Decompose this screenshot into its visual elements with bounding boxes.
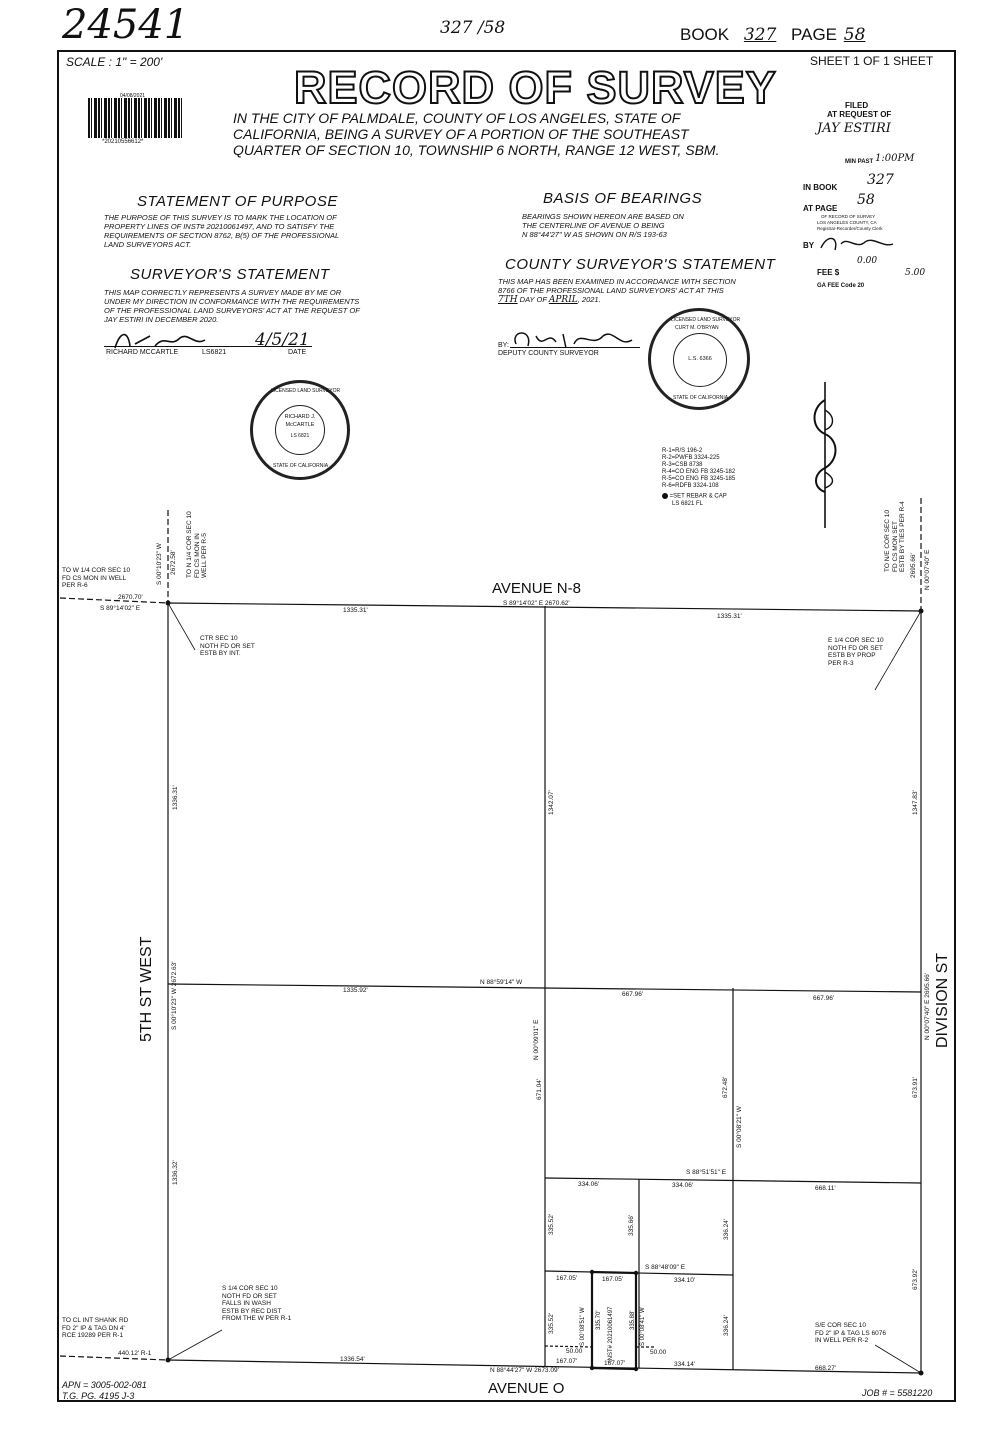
year-text: , 2021. [577,295,601,304]
footer-apn [62,1380,147,1402]
dimension-label: 334.06' [672,1182,694,1189]
registrar-label: Registrar-Recorder/County Clerk [817,226,883,231]
text-line: BEARINGS SHOWN HEREON ARE BASED ON [522,212,684,221]
location-line: IN THE CITY OF PALMDALE, COUNTY OF LOS ANGELES, STATE OF [233,110,681,126]
road-name-north: AVENUE N-8 [492,580,581,597]
dimension-label: 335.88' [630,1310,636,1330]
road-name-west: 5TH ST WEST [138,936,155,1042]
month-value: APRIL [548,295,578,305]
dimension-label: 334.10' [674,1277,696,1284]
dimension-label: 335.70' [596,1310,602,1330]
bearing-label: N 00°07'40" E [924,549,931,590]
fee-value: 0.00 [857,256,878,266]
dimension-label: 668.27' [815,1365,837,1372]
dimension-label: 2670.70' [118,594,143,601]
dimension-label: 167.05' [602,1276,624,1283]
note-line: ESTB BY PROP [828,652,876,659]
bearing-label: N 88°44'27" W 2673.09' [490,1367,559,1374]
bearing-label: S 88°51'51" E [686,1169,727,1176]
bearing-label: S 00°10'23" W [156,543,163,585]
text-line: PROPERTY LINES OF INST# 20210061497, AND TO SATISFY THE [104,222,335,231]
dimension-label: 50.00 [650,1349,667,1356]
note-line: TO N 1/4 COR SEC 10 [186,511,193,578]
note-line: TO N/E COR SEC 10 [884,509,891,572]
dimension-label: 1336.31' [172,785,179,810]
in-book-value: 327 [867,172,894,188]
note-west-quarter [62,567,130,590]
location-line: QUARTER OF SECTION 10, TOWNSHIP 6 NORTH, RANGE 12 WEST, SBM. [233,142,720,158]
road-name-south: AVENUE O [488,1380,565,1397]
seal-license: LS 6821 [290,433,310,439]
bearing-label: N 88°59'14" W [480,979,523,986]
reference-item: R-3=CSB 8738 [662,462,703,468]
ga-fee-value: 5.00 [905,268,926,278]
legend-text: =SET REBAR & CAP [669,493,727,500]
reference-item: R-6=RDFB 3324-108 [662,483,719,489]
note-line: S 1/4 COR SEC 10 [222,1285,278,1292]
bearing-label: S 89°14'02" E [100,605,141,612]
seal-name: McCARTLE [285,421,315,428]
bearing-label: N 00°09'01" E [533,1019,540,1060]
dimension-label: 667.96' [622,991,644,998]
note-line: FD 2" IP & TAG LS 6076 [815,1329,886,1337]
dimension-label: 668.11' [815,1185,836,1192]
bearing-label: S 88°48'09" E [645,1264,686,1271]
text-line: THIS MAP CORRECTLY REPRESENTS A SURVEY MADE BY ME OR [104,288,342,297]
note-line: FD 2" IP & TAG DN 4' [62,1324,125,1332]
dimension-label: 1347.83' [912,790,919,815]
note-line: NOTH FD OR SET [222,1292,277,1300]
seal-name: CURT M. O'BRYAN [675,325,719,331]
book-label: BOOK [680,25,730,44]
book-value: 327 [743,25,777,45]
note-line: NOTH FD OR SET [200,642,255,650]
dimension-label: 335.52' [548,1312,555,1334]
county-title: DEPUTY COUNTY SURVEYOR [498,350,599,357]
note-line: FD CS MON IN [193,533,201,578]
requester-name: JAY ESTIRI [817,121,891,136]
page-label: PAGE [791,25,838,44]
min-past-label: MIN PAST [845,159,874,165]
filing-time: 1:00PM [875,153,915,164]
handwritten-map-number: 24541 [62,2,190,48]
county-heading: COUNTY SURVEYOR'S STATEMENT [505,256,776,273]
dimension-label: 673.91' [912,1076,919,1098]
note-north-quarter [186,511,209,578]
dimension-label: 334.14' [674,1361,696,1368]
seal-name: RICHARD J. [284,414,316,420]
note-line: ESTB BY INT. [200,650,241,657]
note-line: WELL PER R-5 [201,533,208,578]
barcode-number: *20210556612* [102,139,144,145]
location-line: CALIFORNIA, BEING A SURVEY OF A PORTION OF THE SOUTHEAST [233,126,689,142]
surveyor-license: LS6821 [202,349,227,356]
seal-bottom-text: STATE OF CALIFORNIA [273,463,329,469]
dimension-label: 50.00 [566,1348,583,1355]
bearing-label: N 00°07'40" E 2695.66' [924,972,931,1040]
note-line: RCE 19289 PER R-1 [62,1332,124,1339]
day-value: 7TH [498,295,518,305]
note-line: S/E COR SEC 10 [815,1322,866,1329]
seal-top-text: LICENSED LAND SURVEYOR [271,388,341,394]
seal-top-text: LICENSED LAND SURVEYOR [671,317,741,323]
dimension-label: 167.07' [604,1360,626,1367]
text-line: 8766 OF THE PROFESSIONAL LAND SURVEYORS' ACT AT THIS [498,286,724,295]
dimension-label: 335.66' [628,1214,635,1236]
legend-text: LS 6821 FL [672,500,704,507]
filed-label: FILED [845,101,869,110]
reference-item: R-1=R/S 196-2 [662,448,703,454]
note-east-quarter [828,637,884,667]
note-line: ESTB BY REC DIST [222,1307,282,1315]
dimension-label: 440.12' R-1 [118,1350,152,1357]
bearings-heading: BASIS OF BEARINGS [543,190,703,207]
date-label: DATE [288,349,307,356]
bearing-label: S 00°08'51" W [580,1307,586,1346]
by-label: BY [803,241,815,250]
dimension-label: 1335.31' [717,613,742,620]
apn-text: APN = 3005-002-081 [62,1380,147,1390]
seal-license: L.S. 6366 [688,356,712,362]
request-label: AT REQUEST OF [827,110,892,119]
bearing-label: S 00°10'23" W 2672.63' [171,961,178,1030]
scale-label: SCALE : 1" = 200' [66,55,163,69]
bearing-label: S 00°08'21" W [736,1106,743,1148]
text-line: UNDER MY DIRECTION IN CONFORMANCE WITH THE REQUIREMENTS [104,297,360,306]
surveyor-heading: SURVEYOR'S STATEMENT [130,266,330,283]
seal-bottom-text: STATE OF CALIFORNIA [673,395,729,401]
note-se-corner [815,1322,886,1345]
dimension-label: 1336.32' [172,1160,179,1185]
dimension-label: 1335.92' [343,987,368,994]
note-cl-intersection [62,1317,128,1340]
dimension-label: 167.05' [556,1275,578,1282]
note-line: IN WELL PER R-2 [815,1337,869,1344]
of-record-label: OF RECORD OF SURVEY [821,214,876,219]
note-south-quarter [222,1285,291,1323]
at-page-value: 58 [857,192,875,208]
at-page-label: AT PAGE [803,204,838,213]
note-line: PER R-6 [62,582,88,589]
surveyor-name: RICHARD MCCARTLE [106,349,179,356]
note-line: FALLS IN WASH [222,1300,271,1307]
text-line: JAY ESTIRI IN DECEMBER 2020. [104,315,219,324]
note-ne-corner [884,501,907,572]
dimension-label: 2695.66' [910,553,917,578]
dimension-label: 667.96' [813,995,835,1002]
note-line: FROM THE W PER R-1 [222,1315,292,1322]
thomas-guide-text: T.G. PG. 4195 J-3 [62,1391,135,1401]
text-line: OF THE PROFESSIONAL LAND SURVEYORS' ACT AT THE REQUEST OF [104,306,360,315]
text-line: N 88°44'27" W AS SHOWN ON R/S 193-63 [522,230,667,239]
text-line: THE PURPOSE OF THIS SURVEY IS TO MARK THE LOCATION OF [104,213,337,222]
dimension-label: 2672.58' [170,550,177,575]
barcode-date: 04/08/2021 [120,93,146,99]
note-line: PER R-3 [828,659,854,667]
reference-item: R-2=PWFB 3324-225 [662,455,720,461]
job-number: JOB # = 5581220 [862,1388,933,1398]
purpose-heading: STATEMENT OF PURPOSE [137,193,338,210]
dimension-label: 671.04' [536,1078,543,1100]
note-line: ESTB BY TIES PER R-4 [899,501,906,572]
instrument-number: INST# 20210061497 [608,1306,614,1362]
signature-date: 4/5/21 [255,330,310,350]
in-book-label: IN BOOK [803,183,838,192]
dimension-label: 336.24' [723,1218,730,1240]
note-line: E 1/4 COR SEC 10 [828,637,884,644]
dimension-label: 1336.54' [340,1356,365,1363]
dimension-label: 1335.31' [343,607,368,614]
note-center [200,635,255,658]
county-by-label: BY: [498,342,509,349]
note-line: TO W 1/4 COR SEC 10 [62,567,131,574]
bearing-label: S 89°14'02" E 2670.62' [503,600,570,607]
bearing-label: S 00°08'41" W [640,1307,646,1346]
reference-item: R-5=CO ENG FB 3245-185 [662,476,736,482]
road-name-east: DIVISION ST [934,952,951,1048]
note-line: FD CS MON SET [891,521,899,572]
county-label: LOS ANGELES COUNTY, CA [817,220,877,225]
dimension-label: 335.52' [548,1213,555,1235]
fee-label: FEE $ [817,268,840,277]
text-line: THIS MAP HAS BEEN EXAMINED IN ACCORDANCE WITH SECTION [498,277,736,286]
page-title: RECORD OF SURVEY [294,62,777,113]
reference-item: R-4=CO ENG FB 3245-182 [662,469,736,475]
handwritten-reference: 327 /58 [440,18,506,38]
dimension-label: 1342.07' [548,790,555,815]
sheet-info: SHEET 1 OF 1 SHEET [810,54,934,68]
note-line: TO CL INT SHANK RD [62,1317,129,1324]
note-line: CTR SEC 10 [200,635,238,642]
dimension-label: 167.07' [556,1358,578,1365]
note-line: FD CS MON IN WELL [62,574,127,582]
text-line: THE CENTERLINE OF AVENUE O BEING [522,221,665,230]
dimension-label: 336.24' [723,1314,730,1336]
page-value: 58 [843,25,866,45]
dimension-label: 334.06' [578,1181,600,1188]
text-line: LAND SURVEYORS ACT. [104,240,192,249]
day-label: DAY OF [519,295,547,304]
dimension-label: 673.92' [912,1268,919,1290]
dimension-label: 672.48' [722,1076,729,1098]
ga-fee-label: GA FEE Code 20 [817,283,865,289]
text-line: REQUIREMENTS OF SECTION 8762, B(5) OF THE PROFESSIONAL [104,231,340,240]
note-line: NOTH FD OR SET [828,644,883,652]
